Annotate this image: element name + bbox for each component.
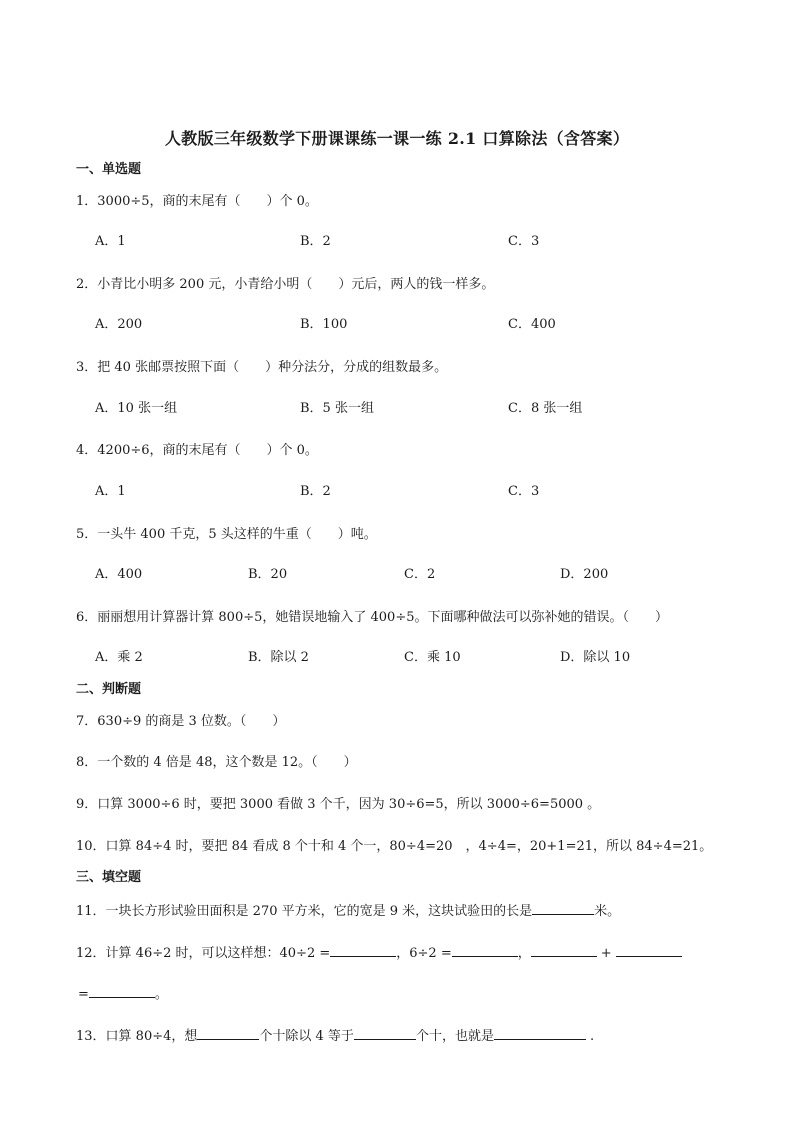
question-5: 5．一头牛 400 千克，5 头这样的牛重（ ）吨。 (76, 527, 377, 542)
q11-unit: 米。 (594, 904, 621, 919)
q13-blank-1[interactable] (197, 1027, 259, 1040)
q5-option-a: A．400 (95, 567, 143, 582)
q12-plus: + (600, 946, 612, 961)
q6-option-a: A．乘 2 (95, 650, 143, 665)
question-13 (76, 1027, 594, 1045)
page-title: 人教版三年级数学下册课课练一课一练 2.1 口算除法（含答案） (164, 129, 630, 148)
question-9: 9．口算 3000÷6 时，要把 3000 看做 3 个千，因为 30÷6=5，所以 3000÷6=5000 。 (76, 797, 601, 812)
question-10: 10．口算 84÷4 时，要把 84 看成 8 个十和 4 个一，80÷4=20 ，4÷4=，20+1=21，所以 84÷4=21。 (76, 839, 713, 854)
q3-option-c: C．8 张一组 (508, 401, 583, 416)
q3-option-b: B．5 张一组 (300, 401, 374, 416)
q11-answer-blank[interactable] (532, 902, 594, 915)
q1-option-a: A．1 (95, 234, 126, 249)
q2-option-c: C．400 (508, 317, 556, 332)
q13-blank-2[interactable] (354, 1027, 416, 1040)
q2-option-b: B．100 (300, 317, 348, 332)
q12-end: 。 (154, 987, 168, 1002)
section-heading-fill-in: 三、填空题 (76, 870, 142, 885)
q6-option-d: D．除以 10 (560, 650, 631, 665)
q13-text-2: 个十除以 4 等于 (259, 1029, 354, 1044)
question-4: 4．4200÷6，商的末尾有（ ）个 0。 (76, 443, 318, 458)
q12-text: 12．计算 46÷2 时，可以这样想：40÷2 = (76, 946, 331, 961)
q1-option-b: B．2 (300, 234, 331, 249)
q4-option-b: B．2 (300, 484, 331, 499)
question-3: 3．把 40 张邮票按照下面（ ）种分法分，分成的组数最多。 (76, 360, 448, 375)
q13-text-3: 个十，也就是 (415, 1029, 494, 1044)
q2-option-a: A．200 (95, 317, 143, 332)
question-7: 7．630÷9 的商是 3 位数。（ ） (76, 714, 286, 729)
question-1: 1．3000÷5，商的末尾有（ ）个 0。 (76, 194, 318, 209)
q1-option-c: C．3 (508, 234, 540, 249)
q4-option-c: C．3 (508, 484, 540, 499)
question-2: 2．小青比小明多 200 元，小青给小明（ ）元后，两人的钱一样多。 (76, 277, 495, 292)
question-12 (76, 944, 682, 962)
q13-text: 13．口算 80÷4，想 (76, 1029, 198, 1044)
question-11 (76, 902, 620, 920)
q12-equals: = (78, 987, 89, 1002)
section-heading-single-choice: 一、单选题 (76, 162, 142, 177)
q3-option-a: A．10 张一组 (95, 401, 178, 416)
q12-blank-2[interactable] (452, 944, 518, 957)
q12-blank-4[interactable] (616, 944, 682, 957)
q5-option-c: C．2 (404, 567, 436, 582)
q13-blank-3[interactable] (494, 1027, 586, 1040)
question-8: 8．一个数的 4 倍是 48，这个数是 12。（ ） (76, 755, 357, 770)
question-12-continued (78, 985, 168, 1003)
q5-option-d: D．200 (560, 567, 609, 582)
q12-sep: ， (517, 946, 531, 961)
q12-text-2: ，6÷2 = (396, 946, 452, 961)
q12-blank-3[interactable] (531, 944, 597, 957)
q11-text: 11．一块长方形试验田面积是 270 平方米，它的宽是 9 米，这块试验田的长是 (76, 904, 533, 919)
question-6: 6．丽丽想用计算器计算 800÷5，她错误地输入了 400÷5。下面哪种做法可以弥补她的错误。（ ） (76, 610, 668, 625)
q12-blank-1[interactable] (330, 944, 396, 957)
q4-option-a: A．1 (95, 484, 126, 499)
q13-end: . (589, 1029, 595, 1044)
section-heading-true-false: 二、判断题 (76, 682, 142, 697)
q12-blank-5[interactable] (89, 985, 155, 998)
q5-option-b: B．20 (248, 567, 288, 582)
q6-option-c: C．乘 10 (404, 650, 461, 665)
q6-option-b: B．除以 2 (248, 650, 309, 665)
